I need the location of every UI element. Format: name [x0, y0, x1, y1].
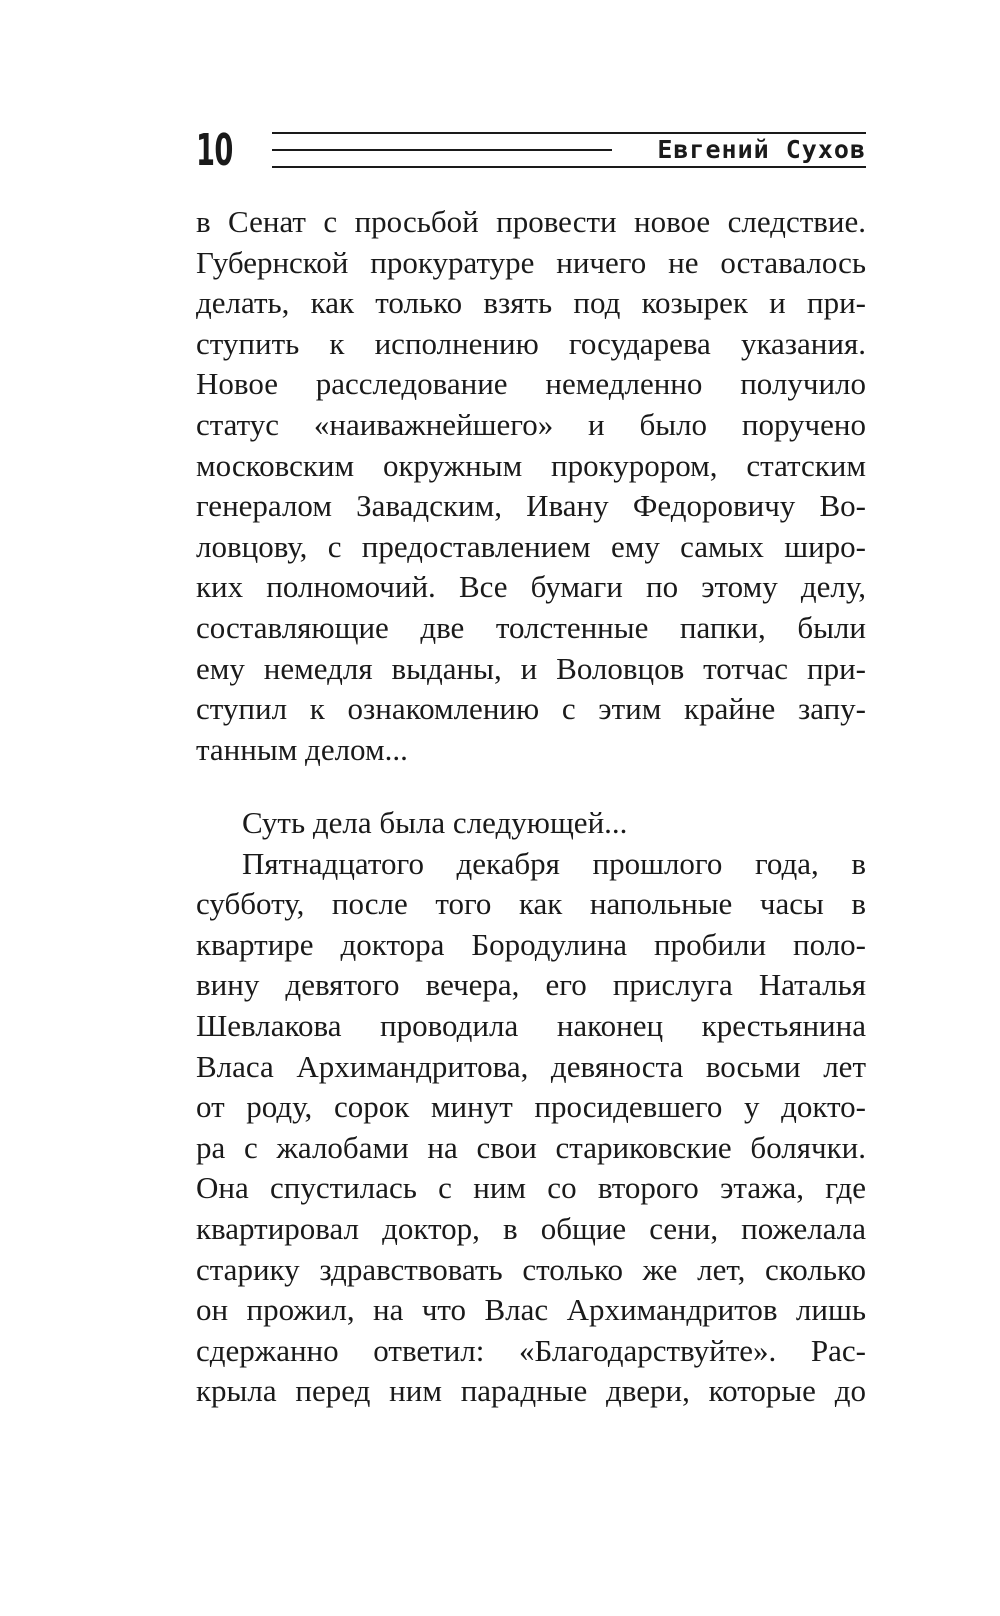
- text-line: Власа Архимандритова, девяноста восьми лет: [196, 1048, 866, 1084]
- author-name: Евгений Сухов: [639, 135, 866, 165]
- header-rule-bottom: [272, 166, 866, 168]
- text-line: делать, как только взять под козырек и при-: [196, 285, 866, 321]
- text-line: квартировал доктор, в общие сени, пожелала: [196, 1210, 866, 1246]
- text-line: ступить к исполнению государева указания.: [196, 325, 866, 361]
- text-line: старику здравствовать столько же лет, сколько: [196, 1251, 866, 1287]
- text-line: Пятнадцатого декабря прошлого года, в: [242, 845, 866, 881]
- text-line: от роду, сорок минут просидевшего у докто-: [196, 1089, 866, 1125]
- text-line: генералом Завадским, Ивану Федоровичу Во-: [196, 488, 866, 524]
- text-line: сдержанно ответил: «Благодарствуйте». Рас-: [196, 1332, 866, 1368]
- text-line: составляющие две толстенные папки, были: [196, 609, 866, 645]
- paragraph-1: [196, 202, 866, 770]
- text-line: в Сенат с просьбой провести новое следствие.: [196, 204, 866, 239]
- text-line: квартире доктора Бородулина пробили поло-: [196, 926, 866, 962]
- text-line: Суть дела была следующей...: [242, 805, 628, 840]
- text-line: танным делом...: [196, 731, 408, 767]
- text-line: субботу, после того как напольные часы в: [196, 886, 866, 922]
- text-line: статус «наиважнейшего» и было поручено: [196, 406, 866, 442]
- text-line: Губернской прокуратуре ничего не оставалось: [196, 244, 866, 280]
- text-line: ступил к ознакомлению с этим крайне запу-: [196, 691, 866, 727]
- text-line: ра с жалобами на свои стариковские болячки.: [196, 1129, 866, 1165]
- text-line: ких полномочий. Все бумаги по этому делу,: [196, 569, 866, 605]
- text-line: Она спустилась с ним со второго этажа, где: [196, 1170, 866, 1206]
- text-line: он прожил, на что Влас Архимандритов лишь: [196, 1292, 866, 1328]
- text-line: Шевлакова проводила наконец крестьянина: [196, 1007, 866, 1043]
- page-number: 10: [196, 125, 233, 176]
- text-line: крыла перед ним парадные двери, которые до: [196, 1373, 866, 1409]
- text-line: ему немедля выданы, и Воловцов тотчас при-: [196, 650, 866, 686]
- paragraph-group-2: [196, 803, 866, 1412]
- header-rule-middle: [272, 149, 612, 151]
- running-header: [196, 125, 866, 176]
- text-line: московским окружным прокурором, статским: [196, 447, 866, 483]
- text-line: вину девятого вечера, его прислуга Наталья: [196, 967, 866, 1003]
- text-line: ловцову, с предоставлением ему самых широ-: [196, 528, 866, 564]
- header-rule-top: [272, 132, 866, 134]
- text-line: Новое расследование немедленно получило: [196, 366, 866, 402]
